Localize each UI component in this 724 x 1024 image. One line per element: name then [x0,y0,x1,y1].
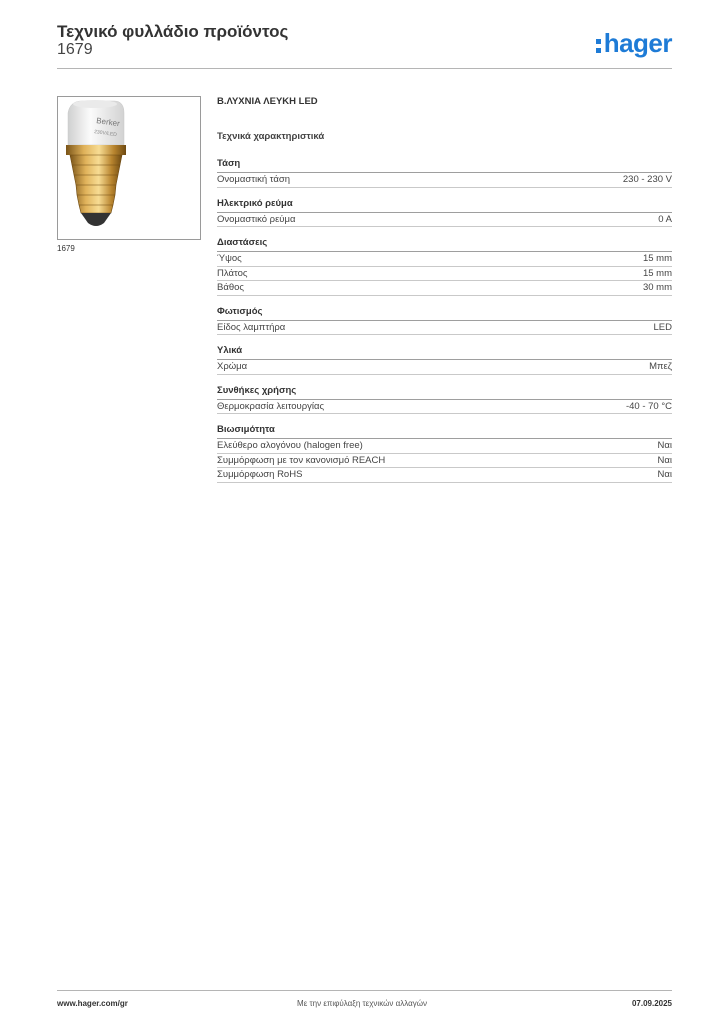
spec-group [217,306,672,336]
spec-group [217,345,672,375]
lamp-brand-label: Berker [95,116,121,129]
spec-row [217,454,672,469]
spec-value: 0 A [658,213,672,225]
spec-row [217,281,672,296]
spec-groups [217,158,672,483]
spec-row [217,400,672,415]
spec-row [217,252,672,267]
product-image [57,96,201,240]
spec-row [217,439,672,454]
spec-label: Συμμόρφωση με τον κανονισμό REACH [217,454,386,466]
spec-value: 15 mm [642,267,672,279]
spec-group [217,385,672,415]
spec-label: Είδος λαμπτήρα [217,321,286,333]
product-name: B.ΛΥΧΝΙΑ ΛΕΥΚΗ LED [217,96,318,107]
spec-row [217,173,672,188]
header-divider [57,68,672,69]
spec-value: Μπεζ [649,361,672,372]
image-caption: 1679 [57,244,75,253]
spec-label: Πλάτος [217,267,248,279]
spec-group [217,198,672,228]
product-specs [217,96,672,493]
spec-group-title: Ηλεκτρικό ρεύμα [217,198,672,213]
footer-date: 07.09.2025 [631,999,672,1008]
spec-group [217,237,672,296]
spec-label: Ονομαστικό ρεύμα [217,213,296,225]
spec-value: LED [653,321,672,333]
document-title: Τεχνικό φυλλάδιο προϊόντος [57,22,289,41]
lamp-illustration-icon [58,97,200,239]
spec-value: Ναι [657,469,672,480]
spec-label: Θερμοκρασία λειτουργίας [217,400,325,412]
spec-value: Ναι [657,454,672,466]
spec-value: -40 - 70 °C [625,400,672,412]
spec-label: Ονομαστική τάση [217,174,291,185]
spec-label: Ελεύθερο αλογόνου (halogen free) [217,440,363,451]
product-reference: 1679 [57,41,93,58]
spec-group-title: Βιωσιμότητα [217,424,672,439]
spec-group [217,158,672,188]
footer-notice: Με την επιφύλαξη τεχνικών αλλαγών [297,999,427,1008]
lamp-rating-label: 230V/LED [93,129,118,139]
footer-divider [57,990,672,991]
spec-value: Ναι [657,440,672,451]
spec-group-title: Υλικά [217,345,672,360]
logo-dots-icon [596,39,601,53]
spec-label: Ύψος [217,253,242,264]
logo-text: hager [603,28,672,58]
spec-row [217,267,672,282]
spec-label: Βάθος [217,282,244,293]
spec-group-title: Φωτισμός [217,306,672,321]
spec-group-title: Διαστάσεις [217,237,672,252]
section-title: Τεχνικά χαρακτηριστικά [217,131,325,142]
spec-group-title: Συνθήκες χρήσης [217,385,672,400]
spec-label: Συμμόρφωση RoHS [217,469,303,480]
spec-row [217,360,672,375]
spec-group-title: Τάση [217,158,672,173]
spec-row [217,321,672,336]
spec-value: 15 mm [642,253,672,264]
spec-group [217,424,672,483]
spec-row [217,468,672,483]
spec-label: Χρώμα [217,361,248,372]
spec-value: 30 mm [642,282,672,293]
hager-logo [596,28,672,59]
spec-value: 230 - 230 V [622,174,672,185]
spec-row [217,213,672,228]
footer-website: www.hager.com/gr [57,999,128,1008]
